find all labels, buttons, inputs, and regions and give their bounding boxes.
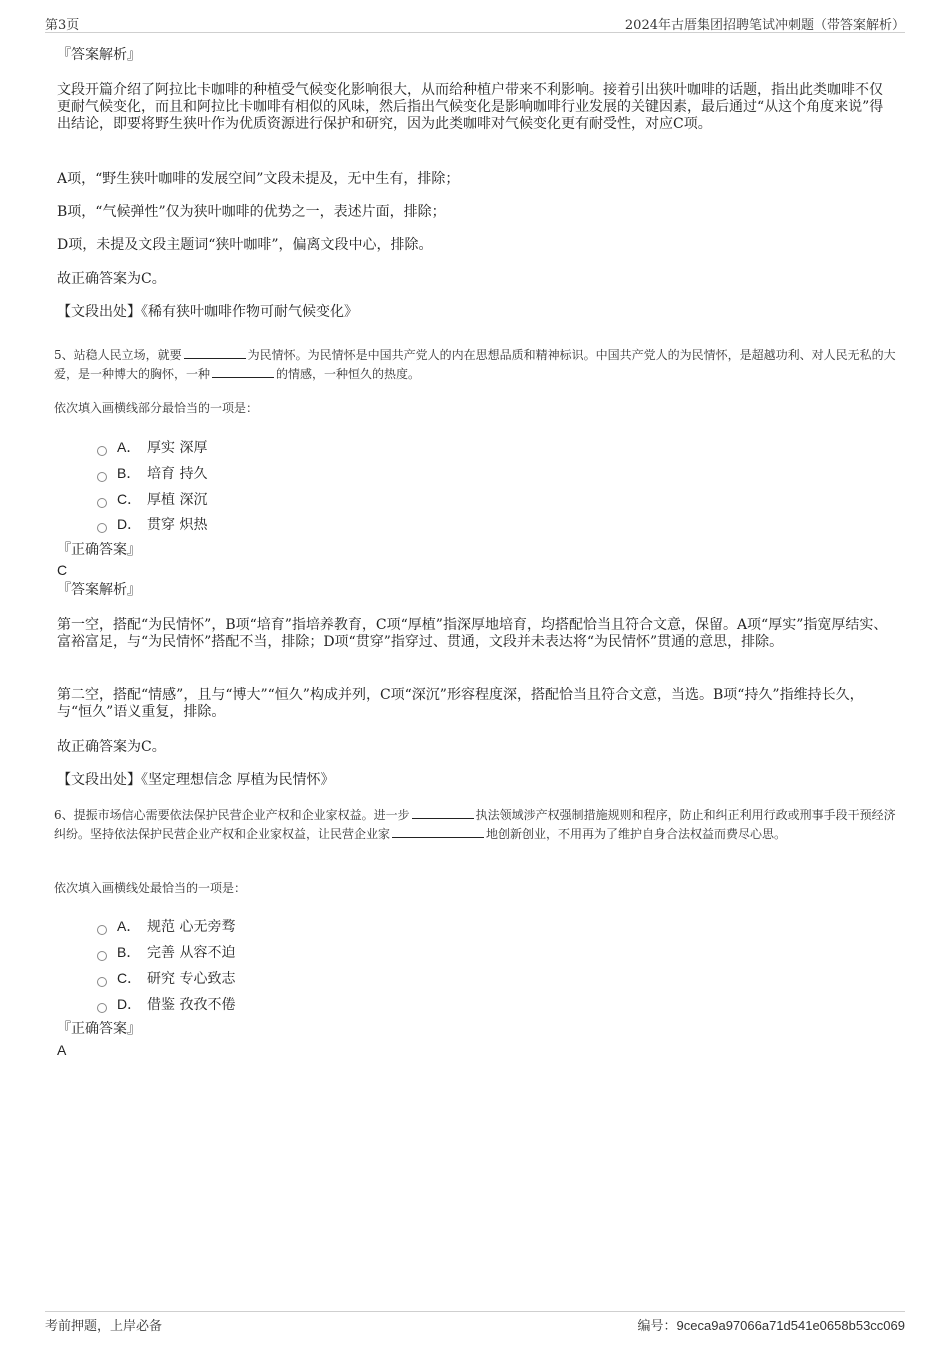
q5-stem: 5、站稳人民立场，就要 为民情怀。为民情怀是中国共产党人的内在思想品质和精神标识。中国共产党人的为民情怀，是超越功利、对人民无私的大爱，是一种博大的胸怀，一种 的情感，一种恒久的热度。 [54, 348, 896, 381]
q4-analysis-option-a: A项，“野生狭叶咖啡的发展空间”文段未提及，无中生有，排除； [57, 171, 460, 187]
radio-icon[interactable] [97, 951, 107, 961]
q5-option-a[interactable]: A． 厚实 深厚 [97, 437, 207, 457]
q5-correct-label: 『正确答案』 [57, 542, 141, 558]
q6-stem: 6、提振市场信心需要依法保护民营企业产权和企业家权益。进一步 执法领域涉产权强制措施规则和程序，防止和纠正利用行政或刑事手段干预经济纠纷。坚持依法保护民营企业产权和企业家权益，让民营企业家 地创新创业，不用再为了维护自身合法权益而费尽心思。 [54, 808, 896, 841]
q4-analysis-label: 『答案解析』 [57, 47, 141, 63]
q4-conclusion: 故正确答案为C。 [57, 271, 166, 287]
q5-correct-answer: C [57, 562, 68, 578]
q6-correct-label: 『正确答案』 [57, 1021, 141, 1037]
q5-analysis-paragraph-1: 第一空，搭配“为民情怀”，B项“培育”指培养教育，C项“厚植”指深厚地培育，均搭配恰当且符合文意，保留。A项“厚实”指宽厚结实、富裕富足，与“为民情怀”搭配不当，排除；D项“贯穿”指穿过、贯通，文段并未表达将“为民情怀”贯通的意思，排除。 [57, 617, 888, 650]
q4-analysis-option-d: D项，未提及文段主题词“狭叶咖啡”，偏离文段中心，排除。 [57, 237, 433, 253]
page-footer [45, 1311, 905, 1336]
q4-source: 【文段出处】《稀有狭叶咖啡作物可耐气候变化》 [57, 304, 358, 320]
q5-analysis-label: 『答案解析』 [57, 582, 141, 598]
radio-icon[interactable] [97, 977, 107, 987]
footer-slogan: 考前押题，上岸必备 [45, 1319, 163, 1334]
q6-blank-1 [412, 806, 474, 819]
q6-instruction: 依次填入画横线处最恰当的一项是： [54, 881, 247, 895]
q6-option-c[interactable]: C． 研究 专心致志 [97, 968, 235, 988]
radio-icon[interactable] [97, 523, 107, 533]
radio-icon[interactable] [97, 446, 107, 456]
radio-icon[interactable] [97, 498, 107, 508]
q6-option-a[interactable]: A． 规范 心无旁骛 [97, 916, 235, 936]
radio-icon[interactable] [97, 925, 107, 935]
q5-option-b[interactable]: B． 培育 持久 [97, 463, 207, 483]
q6-blank-2 [392, 825, 484, 838]
q5-analysis-paragraph-2: 第二空，搭配“情感”，且与“博大”“恒久”构成并列，C项“深沉”形容程度深，搭配恰当且符合文意，当选。B项“持久”指维持长久，与“恒久”语义重复，排除。 [57, 687, 864, 720]
page-number: 第3页 [45, 18, 80, 33]
q5-blank-1 [184, 346, 246, 359]
q6-option-d[interactable]: D． 借鉴 孜孜不倦 [97, 994, 235, 1014]
radio-icon[interactable] [97, 472, 107, 482]
q5-option-d[interactable]: D． 贯穿 炽热 [97, 514, 207, 534]
q5-source: 【文段出处】《坚定理想信念 厚植为民情怀》 [57, 772, 335, 788]
q6-option-b[interactable]: B． 完善 从容不迫 [97, 942, 235, 962]
q4-analysis-option-b: B项，“气候弹性”仅为狭叶咖啡的优势之一，表述片面，排除； [57, 204, 446, 220]
q5-option-c[interactable]: C． 厚植 深沉 [97, 489, 207, 509]
document-title: 2024年古厝集团招聘笔试冲刺题（带答案解析） [624, 18, 905, 33]
radio-icon[interactable] [97, 1003, 107, 1013]
q6-correct-answer: A [57, 1042, 67, 1058]
document-code: 编号：9ceca9a97066a71d541e0658b53cc069 [637, 1318, 905, 1334]
q5-conclusion: 故正确答案为C。 [57, 739, 166, 755]
q5-instruction: 依次填入画横线部分最恰当的一项是： [54, 401, 259, 415]
page-header [45, 14, 905, 33]
q5-blank-2 [212, 365, 274, 378]
q4-analysis-paragraph: 文段开篇介绍了阿拉比卡咖啡的种植受气候变化影响很大，从而给种植户带来不利影响。接着引出狭叶咖啡的话题，指出此类咖啡不仅更耐气候变化，而且和阿拉比卡咖啡有相似的风味，然后指出气候变化是影响咖啡行业发展的关键因素，最后通过“从这个角度来说”得出结论，即要将野生狭叶作为优质资源进行保护和研究，因为此类咖啡对气候变化更有耐受性，对应C项。 [57, 82, 884, 132]
